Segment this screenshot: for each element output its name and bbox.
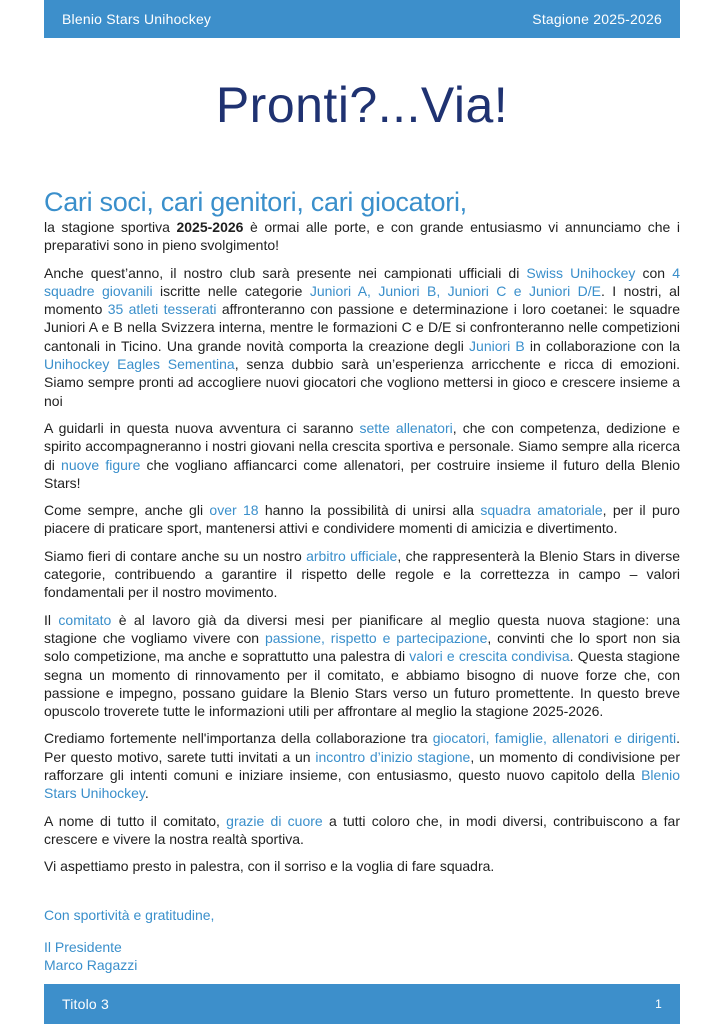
text-run: affronteranno con passione e determinazione i loro coetanei: le squadre Juniori A e B nella Svizzera interna, mentre le formazioni C e D/E si confronteranno nelle competizioni cantonali in Ticino. Una grande novità comporta la creazione degli xyxy=(44,301,680,354)
page-number: 1 xyxy=(655,997,662,1011)
highlighted-text: comitato xyxy=(58,611,112,628)
text-run: , che rappresenterà la Blenio Stars in diverse categorie, contribuendo a garantire il rispetto delle regole e la correttezza in campo – valori fondamentali per il nostro movimento. xyxy=(44,547,680,601)
text-run: a tutti coloro che, in modi diversi, contribuiscono a far crescere e vivere la nostra realtà sportiva. xyxy=(44,812,681,847)
bold-text: 2025-2026 xyxy=(176,219,244,235)
page-title: Pronti?...Via! xyxy=(215,77,509,133)
greeting-heading: Cari soci, cari genitori, cari giocatori, xyxy=(44,187,467,217)
text-run: A guidarli in questa nuova avventura ci saranno xyxy=(44,419,360,436)
text-run: hanno la possibilità di unirsi alla xyxy=(258,502,481,519)
text-run: Vi aspettiamo presto in palestra, con il sorriso e la voglia di fare squadra. xyxy=(44,858,495,875)
highlighted-text: grazie di cuore xyxy=(226,812,323,829)
text-run: Il xyxy=(44,611,59,628)
body-paragraph xyxy=(44,729,680,802)
signature-name: Marco Ragazzi xyxy=(44,957,138,974)
highlighted-text: Unihockey Eagles Sementina xyxy=(44,356,235,373)
highlighted-text: sette allenatori xyxy=(359,419,453,436)
body-paragraph xyxy=(44,264,680,410)
text-run: , per il puro piacere di praticare sport, mantenersi attivi e condividere momenti di amicizia e divertimento. xyxy=(44,502,680,537)
letter-body xyxy=(44,186,680,974)
body-paragraph xyxy=(44,501,680,538)
footer-title: Titolo 3 xyxy=(62,996,109,1012)
body-paragraph xyxy=(44,547,680,602)
highlighted-text: 35 atleti tesserati xyxy=(107,301,217,318)
highlighted-text: 4 squadre giovanili xyxy=(44,264,680,299)
highlighted-text: passione, rispetto e partecipazione xyxy=(264,629,488,646)
text-run: . I nostri, al momento xyxy=(44,282,681,318)
text-run: A nome di tutto il comitato, xyxy=(44,812,227,829)
text-run: , senza dubbio sarà un’esperienza arricchente e ricca di emozioni. Siamo sempre pronti ad accogliere nuovi giocatori che vogliono mettersi in gioco e crescere insieme a noi xyxy=(44,356,680,409)
highlighted-text: incontro d’inizio stagione xyxy=(315,748,471,765)
text-run: Siamo fieri di contare anche su un nostro xyxy=(44,547,307,564)
text-run: Anche quest’anno, il nostro club sarà presente nei campionati ufficiali di xyxy=(44,264,527,281)
paragraphs-container xyxy=(44,218,680,876)
text-run: in collaborazione con la xyxy=(524,337,680,354)
header-season: Stagione 2025-2026 xyxy=(532,11,662,27)
body-paragraph xyxy=(44,419,680,492)
text-run: che vogliano affiancarci come allenatori, per costruire insieme il futuro della Blenio Stars! xyxy=(44,456,680,491)
body-paragraph xyxy=(44,857,680,875)
text-run: , un momento di condivisione per rafforzare gli intenti comuni e iniziare insieme, con entusiasmo, questo nuovo capitolo della xyxy=(44,748,681,784)
highlighted-text: squadra amatoriale xyxy=(480,502,603,519)
highlighted-text: Blenio Stars Unihockey xyxy=(44,767,680,802)
body-paragraph xyxy=(44,812,680,849)
closing-salutation: Con sportività e gratitudine, xyxy=(44,906,215,923)
body-paragraph xyxy=(44,218,680,255)
highlighted-text: arbitro ufficiale xyxy=(306,547,398,564)
highlighted-text: giocatori, famiglie, allenatori e dirigenti xyxy=(432,730,677,747)
page-footer-band xyxy=(44,984,680,1024)
highlighted-text: Juniori A, Juniori B, Juniori C e Juniori D/E xyxy=(309,282,601,299)
highlighted-text: over 18 xyxy=(209,502,259,519)
text-run: , convinti che lo sport non sia solo competizione, ma anche e soprattutto una palestra di xyxy=(44,629,680,665)
page-header-band xyxy=(44,0,680,38)
text-run: è al lavoro già da diversi mesi per pianificare al meglio questa nuova stagione: una stagione che vogliamo vivere con xyxy=(44,611,680,646)
text-run: la stagione sportiva xyxy=(44,219,177,235)
highlighted-text: Juniori B xyxy=(469,337,525,354)
text-run: . xyxy=(144,785,149,802)
text-run: , che con competenza, dedizione e spirito accompagneranno i nostri giovani nella crescita sportiva e personale. Siamo sempre alla ricerca di xyxy=(44,419,680,473)
text-run: è ormai alle porte, e con grande entusiasmo vi annunciamo che i preparativi sono in pieno svolgimento! xyxy=(44,219,680,254)
highlighted-text: nuove figure xyxy=(61,456,141,473)
text-run: iscritte nelle categorie xyxy=(152,282,310,299)
text-run: Crediamo fortemente nell'importanza della collaborazione tra xyxy=(44,730,433,747)
highlighted-text: Swiss Unihockey xyxy=(526,264,636,281)
text-run: con xyxy=(635,264,673,281)
text-run: . Per questo motivo, sarete tutti invitati a un xyxy=(44,730,681,765)
text-run: . Questa stagione segna un momento di rinnovamento per il comitato, e abbiamo bisogno di nuove forze che, con passione e impegno, possano guidare la Blenio Stars verso un futuro promettente. In questo breve opuscolo troverete tutte le informazioni utili per affrontare al meglio la stagione 2025-2026. xyxy=(44,648,680,720)
signature-role: Il Presidente xyxy=(44,938,122,955)
closing-block xyxy=(44,906,680,975)
text-run: Come sempre, anche gli xyxy=(44,502,210,519)
header-club-name: Blenio Stars Unihockey xyxy=(62,11,212,27)
body-paragraph xyxy=(44,611,680,721)
highlighted-text: valori e crescita condivisa xyxy=(409,648,570,665)
